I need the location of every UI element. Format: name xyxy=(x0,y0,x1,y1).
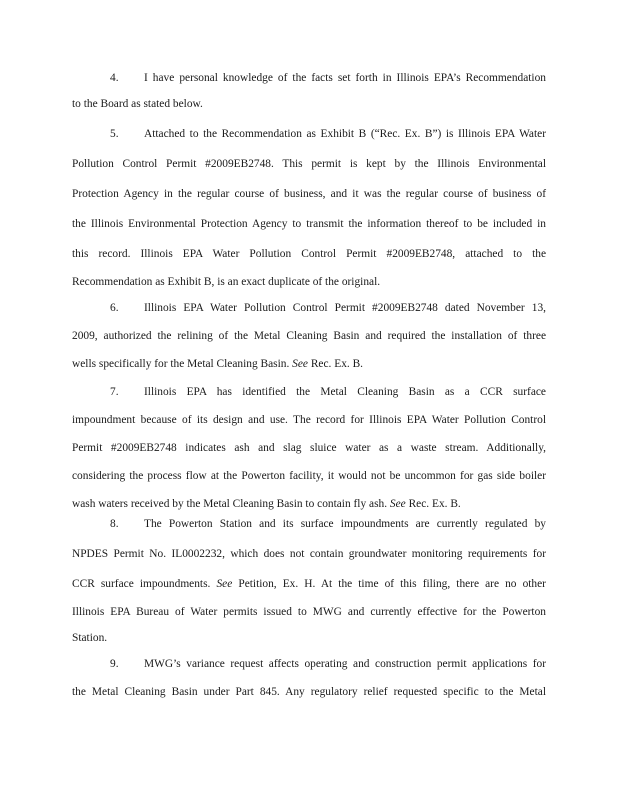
paragraph-line: 2009, authorized the relining of the Metal Cleaning Basin and required the installation of three xyxy=(72,330,546,342)
paragraph-line: 8. The Powerton Station and its surface impoundments are currently regulated by xyxy=(110,518,546,530)
paragraph-line: the Metal Cleaning Basin under Part 845. Any regulatory relief requested specific to the Metal xyxy=(72,686,546,698)
paragraph-line: the Illinois Environmental Protection Agency to transmit the information thereof to be included in xyxy=(72,218,546,230)
paragraph-number: 5. xyxy=(110,128,119,140)
paragraph-line: 5. Attached to the Recommendation as Exhibit B (“Rec. Ex. B”) is Illinois EPA Water xyxy=(110,128,546,140)
paragraph-line: wells specifically for the Metal Cleaning Basin. See Rec. Ex. B. xyxy=(72,358,364,370)
paragraph-line: impoundment because of its design and use. The record for Illinois EPA Water Pollution Control xyxy=(72,414,546,426)
paragraph-line: Protection Agency in the regular course of business, and it was the regular course of business of xyxy=(72,188,546,200)
paragraph-line: CCR surface impoundments. See Petition, Ex. H. At the time of this filing, there are no other xyxy=(72,578,546,590)
paragraph-line: Permit #2009EB2748 indicates ash and slag sluice water as a waste stream. Additionally, xyxy=(72,442,546,454)
paragraph-line: considering the process flow at the Powerton facility, it would not be uncommon for gas side boiler xyxy=(72,470,546,482)
paragraph-number: 7. xyxy=(110,386,119,398)
paragraph-line: Pollution Control Permit #2009EB2748. This permit is kept by the Illinois Environmental xyxy=(72,158,546,170)
paragraph-line: to the Board as stated below. xyxy=(72,98,203,110)
paragraph-line: 9. MWG’s variance request affects operating and construction permit applications for xyxy=(110,658,546,670)
paragraph-line: this record. Illinois EPA Water Pollution Control Permit #2009EB2748, attached to the xyxy=(72,248,546,260)
paragraph-line: Illinois EPA Bureau of Water permits issued to MWG and currently effective for the Powerton xyxy=(72,606,546,618)
paragraph-line: wash waters received by the Metal Cleaning Basin to contain fly ash. See Rec. Ex. B. xyxy=(72,498,461,510)
paragraph-number: 8. xyxy=(110,518,119,530)
paragraph-line: NPDES Permit No. IL0002232, which does not contain groundwater monitoring requirements for xyxy=(72,548,546,560)
paragraph-line: Station. xyxy=(72,632,108,644)
paragraph-line: 6. Illinois EPA Water Pollution Control Permit #2009EB2748 dated November 13, xyxy=(110,302,546,314)
paragraph-number: 4. xyxy=(110,72,119,84)
paragraph-number: 6. xyxy=(110,302,119,314)
paragraph-line: Recommendation as Exhibit B, is an exact duplicate of the original. xyxy=(72,276,381,288)
paragraph-line: 7. Illinois EPA has identified the Metal Cleaning Basin as a CCR surface xyxy=(110,386,546,398)
paragraph-line: 4. I have personal knowledge of the facts set forth in Illinois EPA’s Recommendation xyxy=(110,72,546,84)
paragraph-number: 9. xyxy=(110,658,119,670)
